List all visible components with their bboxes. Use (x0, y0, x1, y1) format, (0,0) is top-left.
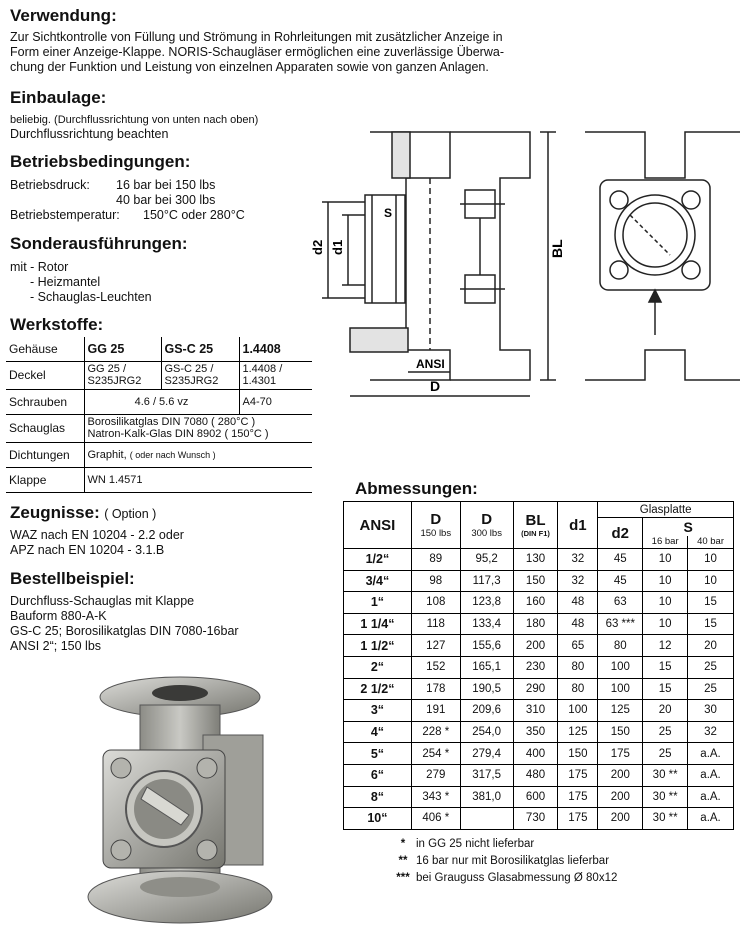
table-cell: 730 (513, 808, 558, 830)
werkstoff-label: Deckel (6, 361, 84, 389)
col-d150-label: D (430, 511, 442, 528)
schauglas-line: Borosilikatglas DIN 7080 ( 280°C ) (87, 416, 256, 428)
table-cell: 150 (513, 570, 558, 592)
druck-value-1: 16 bar bei 150 lbs (116, 178, 216, 192)
table-cell: 65 (558, 635, 598, 657)
table-cell: 127 (411, 635, 460, 657)
bestell-heading: Bestellbeispiel: (10, 569, 135, 588)
table-row (344, 808, 734, 830)
table-cell: 98 (411, 570, 460, 592)
ansi-size-cell: 1 1/2“ (344, 635, 412, 657)
table-cell: 125 (558, 721, 598, 743)
front-top-flange (585, 132, 740, 178)
ansi-size-cell: 1 1/4“ (344, 613, 412, 635)
werkstoff-cell: 1.4408 / 1.4301 (239, 361, 312, 389)
col-bl-sub: (DIN F1) (521, 529, 550, 538)
table-cell: 30 ** (643, 764, 688, 786)
table-cell: 209,6 (460, 700, 513, 722)
zeugnisse-option: ( Option ) (104, 507, 157, 521)
flap-line (630, 215, 670, 255)
table-row (344, 743, 734, 765)
table-cell: 178 (411, 678, 460, 700)
table-row (344, 700, 734, 722)
table-cell: 175 (558, 808, 598, 830)
d-label: D (430, 378, 441, 394)
ansi-size-cell: 1/2“ (344, 549, 412, 571)
table-cell: 230 (513, 656, 558, 678)
table-cell: 406 * (411, 808, 460, 830)
table-cell: 20 (643, 700, 688, 722)
table-cell: 15 (688, 592, 734, 614)
col-glasplatte: Glasplatte (598, 502, 734, 518)
col-bl (513, 502, 558, 549)
table-cell: 175 (598, 743, 643, 765)
bolt (111, 840, 131, 860)
werkstoffe-row (6, 389, 312, 414)
werkstoffe-row (6, 414, 312, 442)
flow-arrow-head (649, 290, 661, 302)
sonder-heading: Sonderausführungen: (10, 234, 188, 253)
sight-glass-photo (85, 675, 280, 930)
table-row (344, 613, 734, 635)
table-cell: 279 (411, 764, 460, 786)
col-d300-sub: 300 lbs (471, 528, 502, 539)
table-cell: 95,2 (460, 549, 513, 571)
footnote-mark: ** (398, 855, 408, 867)
verwendung-line: Form einer Anzeige-Klappe. NORIS-Schaugläser ermöglichen eine zuverlässige Überwa- (10, 45, 504, 59)
zeugnisse-line2: APZ nach EN 10204 - 3.1.B (10, 543, 165, 557)
werkstoff-cell: 1.4408 (239, 337, 312, 361)
zeugnisse-title (10, 503, 156, 523)
table-cell: 100 (598, 656, 643, 678)
front-square (600, 180, 710, 290)
footnote (390, 855, 617, 867)
table-row (344, 764, 734, 786)
table-row (344, 592, 734, 614)
d1-label: d1 (330, 239, 345, 255)
table-cell: 155,6 (460, 635, 513, 657)
table-cell: 89 (411, 549, 460, 571)
table-cell: 15 (643, 656, 688, 678)
table-row (344, 786, 734, 808)
footnote-text: 16 bar nur mit Borosilikatglas lieferbar (416, 855, 610, 867)
sonder-item: - Schauglas-Leuchten (30, 290, 152, 304)
werkstoff-cell: GS-C 25 (161, 337, 239, 361)
table-row (344, 678, 734, 700)
table-cell: 63 (598, 592, 643, 614)
werkstoff-cell: A4-70 (239, 389, 312, 414)
table-cell: 30 ** (643, 786, 688, 808)
table-cell: 279,4 (460, 743, 513, 765)
table-cell: 108 (411, 592, 460, 614)
table-cell: 10 (643, 570, 688, 592)
table-cell: a.A. (688, 808, 734, 830)
abmessungen-body (344, 549, 734, 830)
table-cell: 480 (513, 764, 558, 786)
table-cell: 32 (558, 549, 598, 571)
werkstoffe-heading: Werkstoffe: (10, 315, 104, 334)
table-cell: 10 (643, 549, 688, 571)
table-cell: 45 (598, 549, 643, 571)
table-cell: 190,5 (460, 678, 513, 700)
bestell-line: Bauform 880-A-K (10, 609, 107, 623)
table-cell: 317,5 (460, 764, 513, 786)
ansi-size-cell: 3“ (344, 700, 412, 722)
front-window (615, 195, 695, 275)
table-cell: 343 * (411, 786, 460, 808)
ansi-label: ANSI (416, 357, 445, 371)
verwendung-heading: Verwendung: (10, 6, 117, 25)
section-right (450, 132, 530, 380)
werkstoff-label: Gehäuse (6, 337, 84, 361)
bestell-line: ANSI 2“; 150 lbs (10, 639, 102, 653)
table-cell: 290 (513, 678, 558, 700)
s-label: S (384, 206, 393, 220)
ansi-size-cell: 1“ (344, 592, 412, 614)
ansi-size-cell: 3/4“ (344, 570, 412, 592)
flange-top-hatch (392, 132, 410, 178)
footnote-text: in GG 25 nicht lieferbar (416, 838, 535, 850)
temp-value: 150°C oder 280°C (143, 208, 245, 222)
col-bl-label: BL (525, 512, 546, 529)
table-cell: 48 (558, 613, 598, 635)
table-cell: 150 (558, 743, 598, 765)
table-cell: 80 (558, 656, 598, 678)
table-cell: 10 (643, 592, 688, 614)
technical-drawing (300, 120, 740, 410)
table-row (344, 549, 734, 571)
table-cell: 600 (513, 786, 558, 808)
front-bolt (682, 191, 700, 209)
col-d150-sub: 150 lbs (420, 528, 452, 539)
verwendung-text (10, 30, 504, 75)
footnotes (390, 838, 617, 884)
table-cell: 15 (643, 678, 688, 700)
table-cell: 133,4 (460, 613, 513, 635)
table-cell: 310 (513, 700, 558, 722)
werkstoff-cell: GS-C 25 / S235JRG2 (161, 361, 239, 389)
druck-value-2: 40 bar bei 300 lbs (116, 193, 216, 207)
table-cell: 10 (643, 613, 688, 635)
dichtung-value: Graphit, (87, 448, 127, 461)
table-cell: 200 (598, 808, 643, 830)
ansi-size-cell: 2 1/2“ (344, 678, 412, 700)
col-d2: d2 (598, 518, 643, 549)
table-cell: 254 * (411, 743, 460, 765)
verwendung-line: chung der Funktion und Leistung von einzelnen Apparaten sowie von ganzen Anlagen. (10, 60, 489, 74)
abmessungen-table (343, 501, 734, 830)
einbaulage-line2: Durchflussrichtung beachten (10, 127, 169, 141)
table-cell: 25 (643, 743, 688, 765)
werkstoff-label: Dichtungen (6, 442, 84, 467)
einbaulage-line1: beliebig. (Durchflussrichtung von unten nach oben) (10, 114, 259, 126)
table-cell: 10 (688, 570, 734, 592)
werkstoff-cell: 4.6 / 5.6 vz (84, 389, 239, 414)
front-window-inner (623, 203, 687, 267)
footnote-text: bei Grauguss Glasabmessung Ø 80x12 (416, 872, 618, 884)
top-bore (152, 685, 208, 701)
table-cell: 381,0 (460, 786, 513, 808)
werkstoff-cell: WN 1.4571 (84, 467, 312, 492)
d2-label: d2 (310, 239, 325, 255)
table-cell: 165,1 (460, 656, 513, 678)
table-cell: 400 (513, 743, 558, 765)
footnote (390, 838, 617, 850)
table-cell: 200 (598, 764, 643, 786)
col-ansi: ANSI (344, 502, 412, 549)
table-cell: 130 (513, 549, 558, 571)
table-cell: 25 (643, 721, 688, 743)
col-d150 (411, 502, 460, 549)
druck-label: Betriebsdruck: (10, 178, 90, 192)
bolt (197, 840, 217, 860)
table-cell: 80 (598, 635, 643, 657)
table-cell: 10 (688, 549, 734, 571)
table-cell (460, 808, 513, 830)
table-cell: 15 (688, 613, 734, 635)
table-cell: 80 (558, 678, 598, 700)
table-cell: 100 (558, 700, 598, 722)
table-cell: 25 (688, 678, 734, 700)
verwendung-line: Zur Sichtkontrolle von Füllung und Strömung in Rohrleitungen mit zusätzlicher Anzeige in (10, 30, 503, 44)
table-cell: 45 (598, 570, 643, 592)
front-bolt (610, 261, 628, 279)
table-header-row (344, 502, 734, 518)
table-row (344, 656, 734, 678)
ansi-size-cell: 6“ (344, 764, 412, 786)
col-s: S (643, 518, 734, 536)
table-cell: 123,8 (460, 592, 513, 614)
werkstoff-cell (84, 442, 312, 467)
bestell-line: Durchfluss-Schauglas mit Klappe (10, 594, 195, 608)
schauglas-line: Natron-Kalk-Glas DIN 8902 ( 150°C ) (87, 428, 269, 440)
werkstoff-cell: GG 25 / S235JRG2 (84, 361, 161, 389)
werkstoffe-table (6, 337, 312, 493)
table-cell: 200 (598, 786, 643, 808)
table-row (344, 570, 734, 592)
einbaulage-heading: Einbaulage: (10, 88, 107, 107)
sonder-item: - Heizmantel (30, 275, 101, 289)
table-cell: 25 (688, 656, 734, 678)
table-cell: a.A. (688, 764, 734, 786)
zeugnisse-line1: WAZ nach EN 10204 - 2.2 oder (10, 528, 184, 542)
bestell-text (10, 594, 239, 654)
table-cell: 30 (688, 700, 734, 722)
sonder-item: mit - Rotor (10, 260, 69, 274)
footnote-mark: *** (396, 872, 410, 884)
werkstoff-label: Schauglas (6, 414, 84, 442)
table-cell: 350 (513, 721, 558, 743)
footnote (390, 872, 617, 884)
col-s40: 40 bar (688, 536, 734, 549)
table-cell: 30 ** (643, 808, 688, 830)
werkstoff-label: Schrauben (6, 389, 84, 414)
ansi-size-cell: 2“ (344, 656, 412, 678)
ansi-size-cell: 8“ (344, 786, 412, 808)
abmessungen-heading: Abmessungen: (355, 479, 478, 498)
front-bolt (610, 191, 628, 209)
temp-label: Betriebstemperatur: (10, 208, 120, 222)
table-cell: a.A. (688, 743, 734, 765)
bolt (111, 758, 131, 778)
werkstoffe-row (6, 467, 312, 492)
table-cell: 20 (688, 635, 734, 657)
table-cell: 32 (558, 570, 598, 592)
table-cell: 160 (513, 592, 558, 614)
table-cell: 200 (513, 635, 558, 657)
table-cell: 152 (411, 656, 460, 678)
col-d1: d1 (558, 502, 598, 549)
table-cell: 228 * (411, 721, 460, 743)
table-cell: 180 (513, 613, 558, 635)
bl-label: BL (549, 239, 565, 258)
table-cell: 150 (598, 721, 643, 743)
table-cell: 63 *** (598, 613, 643, 635)
zeugnisse-heading: Zeugnisse: (10, 503, 100, 522)
table-cell: 254,0 (460, 721, 513, 743)
bolt (197, 758, 217, 778)
betrieb-heading: Betriebsbedingungen: (10, 152, 191, 171)
werkstoff-cell (84, 414, 312, 442)
col-d300 (460, 502, 513, 549)
col-d300-label: D (481, 511, 493, 528)
table-cell: 48 (558, 592, 598, 614)
table-cell: 12 (643, 635, 688, 657)
table-cell: 117,3 (460, 570, 513, 592)
werkstoff-cell: GG 25 (84, 337, 161, 361)
table-cell: 32 (688, 721, 734, 743)
ansi-size-cell: 4“ (344, 721, 412, 743)
table-row (344, 721, 734, 743)
table-cell: 100 (598, 678, 643, 700)
footnote-mark: * (400, 838, 406, 850)
col-s16: 16 bar (643, 536, 688, 549)
table-cell: 175 (558, 786, 598, 808)
table-cell: 125 (598, 700, 643, 722)
dichtung-note: ( oder nach Wunsch ) (129, 449, 216, 460)
werkstoffe-row (6, 442, 312, 467)
werkstoff-label: Klappe (6, 467, 84, 492)
bestell-line: GS-C 25; Borosilikatglas DIN 7080-16bar (10, 624, 239, 638)
table-cell: 191 (411, 700, 460, 722)
table-cell: 118 (411, 613, 460, 635)
flange-bottom-hatch (350, 328, 408, 352)
table-row (344, 635, 734, 657)
ansi-size-cell: 10“ (344, 808, 412, 830)
table-cell: 175 (558, 764, 598, 786)
front-bolt (682, 261, 700, 279)
werkstoffe-row (6, 361, 312, 389)
front-bottom-flange (585, 350, 740, 380)
werkstoffe-row (6, 337, 312, 361)
table-cell: a.A. (688, 786, 734, 808)
ansi-size-cell: 5“ (344, 743, 412, 765)
bottom-neck (140, 877, 220, 897)
